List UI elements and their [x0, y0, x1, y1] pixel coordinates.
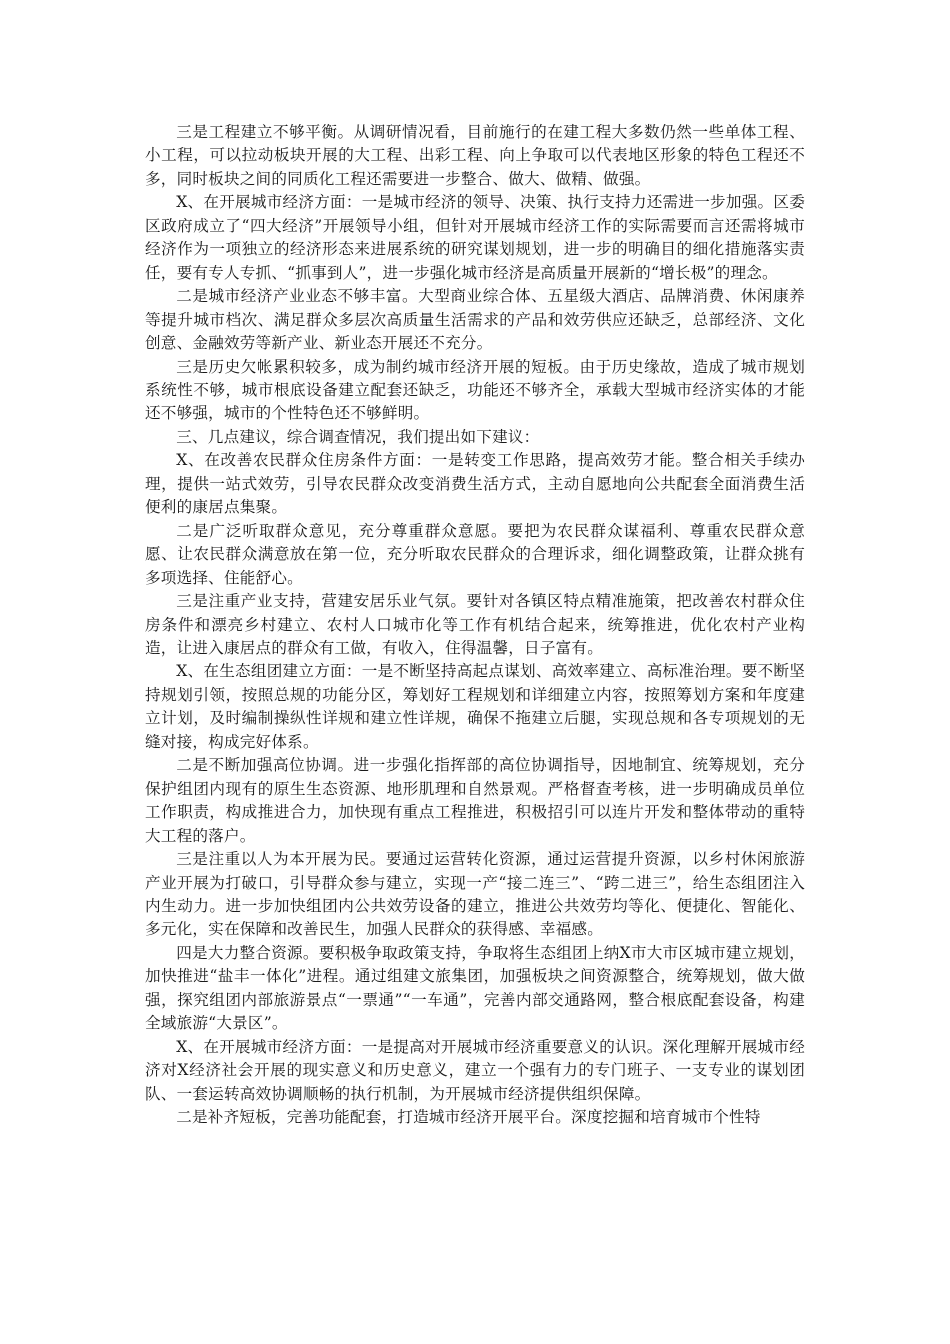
- section-heading: 三、几点建议，综合调查情况，我们提出如下建议：: [176, 427, 540, 446]
- paragraph: 二是广泛听取群众意见，充分尊重群众意愿。要把为农民群众谋福利、尊重农民群众意愿、让农民群众满意放在第一位，充分听取农民群众的合理诉求，细化调整政策，让群众挑有多项选择、住能舒心。: [145, 521, 805, 587]
- paragraph: 四是大力整合资源。要积极争取政策支持，争取将生态组团上纳X市大市区城市建立规划，加快推进“盐丰一体化”进程。通过组建文旅集团，加强板块之间资源整合，统筹规划，做大做强，探究组团内部旅游景点“一票通”“一车通”，完善内部交通路网，整合根底配套设备，构建全域旅游“大景区”。: [145, 943, 805, 1033]
- paragraph: 二是不断加强高位协调。进一步强化指挥部的高位协调指导，因地制宜、统筹规划，充分保护组团内现有的原生生态资源、地形肌理和自然景观。严格督查考核，进一步明确成员单位工作职责，构成推进合力，加快现有重点工程推进，积极招引可以连片开发和整体带动的重特大工程的落户。: [145, 756, 805, 845]
- paragraph: X、在开展城市经济方面：一是城市经济的领导、决策、执行支持力还需进一步加强。区委区政府成立了“四大经济”开展领导小组，但针对开展城市经济工作的实际需要而言还需将城市经济作为一项独立的经济形态来进展系统的研究谋划规划，进一步的明确目的细化措施落实责任，要有专人专抓、“抓事到人”，进一步强化城市经济是高质量开展新的“增长极”的理念。: [145, 193, 805, 282]
- paragraph: 三是历史欠帐累积较多，成为制约城市经济开展的短板。由于历史缘故，造成了城市规划系统性不够，城市根底设备建立配套还缺乏，功能还不够齐全，承载大型城市经济实体的才能还不够强，城市的个性特色还不够鲜明。: [145, 357, 805, 423]
- paragraph: X、在开展城市经济方面：一是提高对开展城市经济重要意义的认识。深化理解开展城市经济对X经济社会开展的现实意义和历史意义，建立一个强有力的专门班子、一支专业的谋划团队、一套运转高效协调顺畅的执行机制，为开展城市经济提供组织保障。: [145, 1037, 805, 1103]
- paragraph: 二是补齐短板，完善功能配套，打造城市经济开展平台。深度挖掘和培育城市个性特: [176, 1108, 761, 1127]
- paragraph: 二是城市经济产业业态不够丰富。大型商业综合体、五星级大酒店、品牌消费、休闲康养等提升城市档次、满足群众多层次高质量生活需求的产品和效劳供应还缺乏，总部经济、文化创意、金融效劳等新产业、新业态开展还不充分。: [145, 287, 805, 353]
- document-body: [145, 121, 805, 1129]
- paragraph: 三是注重以人为本开展为民。要通过运营转化资源，通过运营提升资源，以乡村休闲旅游产业开展为打破口，引导群众参与建立，实现一产“接二连三”、“跨二进三”，给生态组团注入内生动力。进一步加快组团内公共效劳设备的建立，推进公共效劳均等化、便捷化、智能化、多元化，实在保障和改善民生，加强人民群众的获得感、幸福感。: [145, 850, 805, 939]
- paragraph: 三是工程建立不够平衡。从调研情况看，目前施行的在建工程大多数仍然一些单体工程、小工程，可以拉动板块开展的大工程、出彩工程、向上争取可以代表地区形象的特色工程还不多，同时板块之间的同质化工程还需要进一步整合、做大、做精、做强。: [145, 123, 805, 188]
- paragraph: 三是注重产业支持，营建安居乐业气氛。要针对各镇区特点精准施策，把改善农村群众住房条件和漂亮乡村建立、农村人口城市化等工作有机结合起来，统筹推进，优化农村产业构造，让进入康居点的群众有工做，有收入，住得温馨，日子富有。: [145, 592, 805, 657]
- paragraph: X、在改善农民群众住房条件方面：一是转变工作思路，提高效劳才能。整合相关手续办理，提供一站式效劳，引导农民群众改变消费生活方式，主动自愿地向公共配套全面消费生活便利的康居点集聚。: [145, 451, 805, 517]
- paragraph: X、在生态组团建立方面：一是不断坚持高起点谋划、高效率建立、高标准治理。要不断坚持规划引领，按照总规的功能分区，筹划好工程规划和详细建立内容，按照筹划方案和年度建立计划，及时编制操纵性详规和建立性详规，确保不拖建立后腿，实现总规和各专项规划的无缝对接，构成完好体系。: [145, 662, 805, 751]
